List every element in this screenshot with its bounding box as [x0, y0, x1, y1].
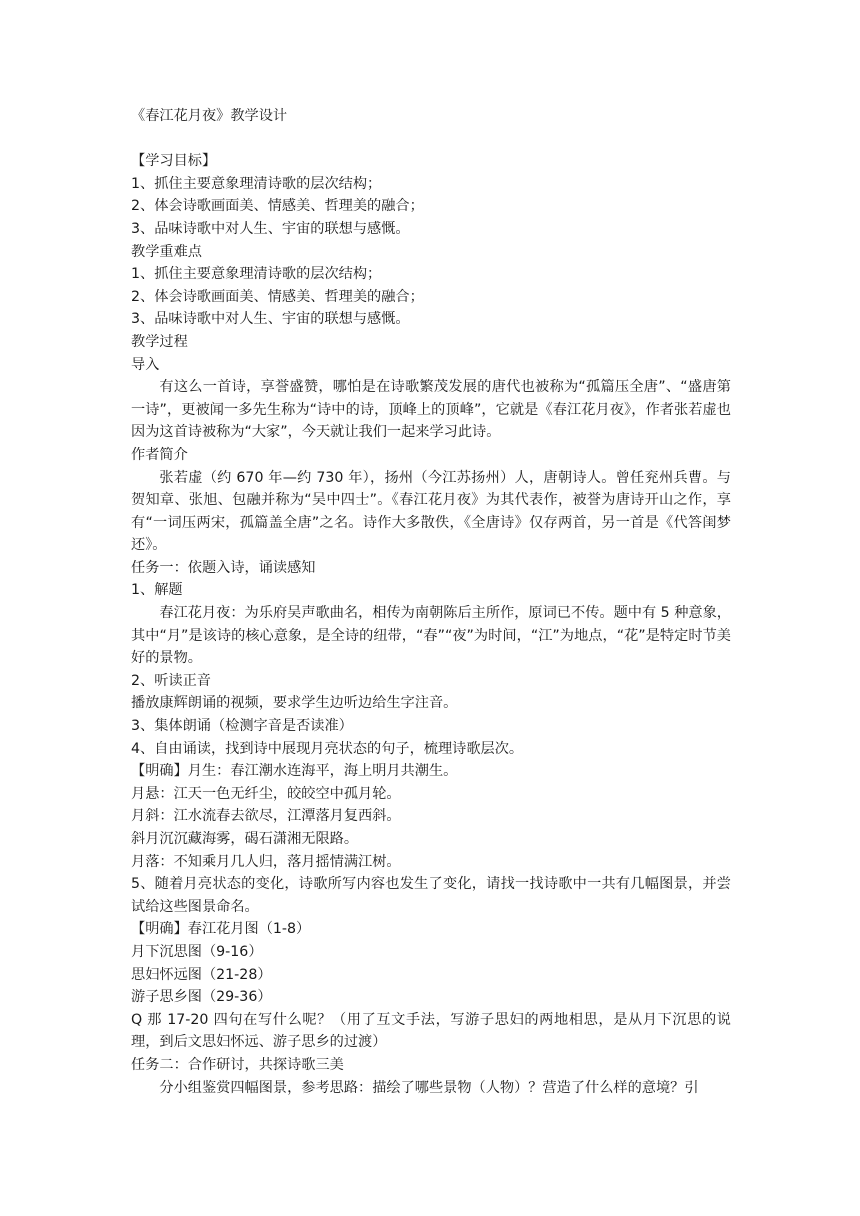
task1-step-title: 1、解题 [131, 582, 183, 599]
task1-step5-paragraph: 5、随着月亮状态的变化，诗歌所写内容也发生了变化，请找一找诗歌中一共有几幅图景，并尝试给这些图景命名。 [131, 876, 731, 915]
section-heading-process: 教学过程 [131, 333, 188, 350]
task1-step-text: 播放康辉朗诵的视频，要求学生边听边给生字注音。 [131, 695, 458, 712]
document-title: 《春江花月夜》教学设计 [131, 108, 288, 124]
scene-line: 【明确】春江花月图（1-8） [131, 921, 311, 938]
task1-step-title: 2、听读正音 [131, 672, 211, 689]
moon-state-line: 【明确】月生：春江潮水连海平，海上明月共潮生。 [131, 763, 458, 780]
scene-line: 月下沉思图（9-16） [131, 943, 263, 960]
task1-step-title: 4、自由诵读，找到诗中展现月亮状态的句子，梳理诗歌层次。 [131, 740, 524, 757]
task1-heading: 任务一：依题入诗，诵读感知 [131, 559, 316, 576]
document-body [131, 105, 731, 1099]
moon-state-line: 月悬：江天一色无纤尘，皎皎空中孤月轮。 [131, 785, 401, 802]
author-heading: 作者简介 [131, 446, 188, 463]
moon-state-line: 月斜：江水流春去欲尽，江潭落月复西斜。 [131, 808, 401, 825]
intro-paragraph: 有这么一首诗，享誉盛赞，哪怕是在诗歌繁茂发展的唐代也被称为“孤篇压全唐”、“盛唐第一诗”，更被闻一多先生称为“诗中的诗，顶峰上的顶峰”，它就是《春江花月夜》，作者张若虚也因为这首诗被称为“大家”，今天就让我们一起来学习此诗。 [131, 379, 731, 441]
scene-line: 思妇怀远图（21-28） [131, 966, 272, 983]
moon-state-line: 斜月沉沉藏海雾，碣石潇湘无限路。 [131, 831, 359, 847]
section-heading-keypoints: 教学重难点 [131, 243, 202, 260]
keypoint-item: 1、抓住主要意象理清诗歌的层次结构； [131, 266, 382, 283]
moon-state-line: 月落：不知乘月几人归，落月摇情满江树。 [131, 853, 401, 870]
keypoint-item: 2、体会诗歌画面美、情感美、哲理美的融合； [131, 288, 424, 305]
task2-heading: 任务二：合作研讨，共探诗歌三美 [131, 1056, 344, 1073]
goal-item: 2、体会诗歌画面美、情感美、哲理美的融合； [131, 198, 424, 215]
question-paragraph: Q 那 17-20 四句在写什么呢？（用了互文手法，写游子思妇的两地相思，是从月下沉思的说理，到后文思妇怀远、游子思乡的过渡） [131, 1011, 731, 1051]
section-heading-goals: 【学习目标】 [131, 153, 217, 170]
task2-paragraph: 分小组鉴赏四幅图景，参考思路：描绘了哪些景物（人物）？营造了什么样的意境？引 [159, 1079, 699, 1096]
title-explanation-paragraph: 春江花月夜：为乐府吴声歌曲名，相传为南朝陈后主所作，原词已不传。题中有 5 种意象，其中“月”是该诗的核心意象，是全诗的纽带，“春”“夜”为时间，“江”为地点，“花”是特定时节美好的景物。 [131, 605, 731, 667]
scene-line: 游子思乡图（29-36） [131, 989, 272, 1006]
goal-item: 3、品味诗歌中对人生、宇宙的联想与感慨。 [131, 220, 410, 237]
author-paragraph: 张若虚（约 670 年—约 730 年），扬州（今江苏扬州）人，唐朝诗人。曾任兖州兵曹。与贺知章、张旭、包融并称为“吴中四士”。《春江花月夜》为其代表作，被誉为唐诗开山之作，享有“一词压两宋，孤篇盖全唐”之名。诗作大多散佚，《全唐诗》仅存两首，另一首是《代答闺梦还》。 [131, 469, 731, 554]
task1-step-title: 3、集体朗诵（检测字音是否读准） [131, 718, 353, 735]
intro-heading: 导入 [131, 356, 160, 373]
keypoint-item: 3、品味诗歌中对人生、宇宙的联想与感慨。 [131, 311, 410, 328]
goal-item: 1、抓住主要意象理清诗歌的层次结构； [131, 175, 382, 192]
